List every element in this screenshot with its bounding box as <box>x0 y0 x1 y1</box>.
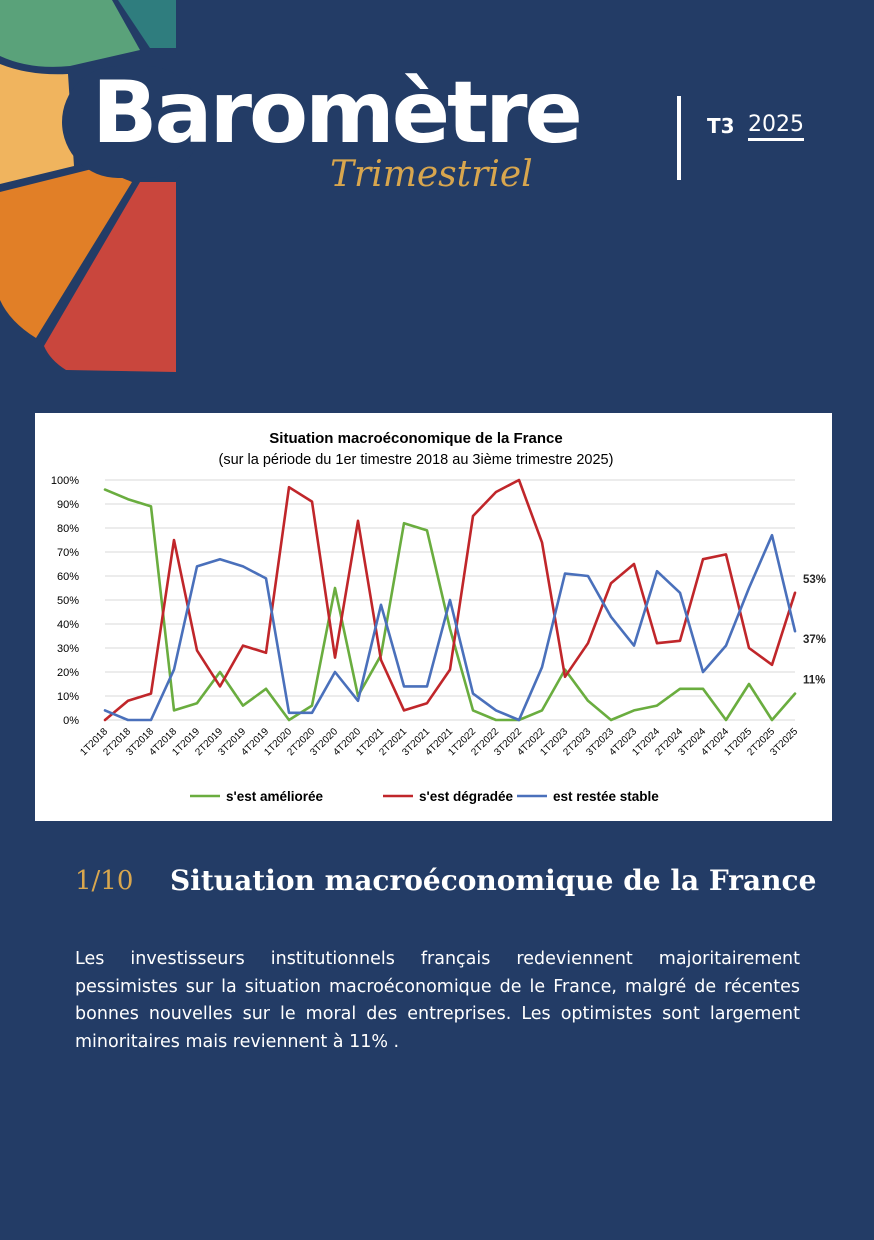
legend-label: s'est améliorée <box>226 789 324 804</box>
x-tick-label: 2T2024 <box>653 726 686 759</box>
x-tick-label: 1T2025 <box>722 726 755 759</box>
barometer-logo-decoration <box>0 0 200 380</box>
brand-subtitle: Trimestriel <box>330 154 533 195</box>
x-tick-label: 3T2024 <box>676 726 709 759</box>
x-tick-label: 1T2018 <box>78 726 111 759</box>
line-chart <box>35 413 832 821</box>
x-tick-label: 2T2025 <box>745 726 778 759</box>
y-tick-label: 20% <box>56 667 79 679</box>
x-tick-label: 1T2023 <box>538 726 571 759</box>
section-body: Les investisseurs institutionnels français redeviennent majoritairement pessimistes sur la situation macroéconomique de le France, malgré de récentes bonnes nouvelles sur le moral des entreprises. Les optimistes sont largement minoritaires mais reviennent à 11% . <box>75 949 800 1052</box>
x-tick-label: 2T2019 <box>193 726 226 759</box>
x-tick-label: 3T2020 <box>308 726 341 759</box>
x-tick-label: 2T2020 <box>285 726 318 759</box>
x-tick-label: 4T2019 <box>239 726 272 759</box>
section-title: Situation macroéconomique de la France <box>170 864 817 897</box>
x-tick-label: 3T2018 <box>124 726 157 759</box>
x-tick-label: 4T2018 <box>147 726 180 759</box>
chart-title: Situation macroéconomique de la France <box>269 430 563 447</box>
y-tick-label: 0% <box>63 715 79 727</box>
x-tick-label: 1T2019 <box>170 726 203 759</box>
y-tick-label: 30% <box>56 643 79 655</box>
x-tick-label: 4T2024 <box>699 726 732 759</box>
x-tick-label: 2T2018 <box>101 726 134 759</box>
x-tick-label: 3T2025 <box>768 726 801 759</box>
y-tick-label: 90% <box>56 499 79 511</box>
issue-year: 2025 <box>748 112 804 141</box>
y-tick-label: 50% <box>56 595 79 607</box>
brand-title: Baromètre <box>92 63 580 163</box>
header-divider <box>677 96 681 180</box>
chart-card <box>35 413 832 821</box>
legend-label: s'est dégradée <box>419 789 514 804</box>
x-tick-label: 1T2020 <box>262 726 295 759</box>
x-tick-label: 2T2022 <box>469 726 502 759</box>
series-end-label: 11% <box>803 674 826 687</box>
y-tick-label: 80% <box>56 523 79 535</box>
x-tick-label: 1T2022 <box>446 726 479 759</box>
y-tick-label: 60% <box>56 571 79 583</box>
x-tick-label: 3T2019 <box>216 726 249 759</box>
x-tick-label: 3T2023 <box>584 726 617 759</box>
y-tick-label: 100% <box>50 475 79 487</box>
x-tick-label: 1T2021 <box>354 726 387 759</box>
x-tick-label: 4T2023 <box>607 726 640 759</box>
section-number: 1/10 <box>75 866 134 896</box>
chart-subtitle: (sur la période du 1er timestre 2018 au 3ième trimestre 2025) <box>218 452 614 468</box>
x-tick-label: 3T2021 <box>400 726 433 759</box>
x-tick-label: 4T2020 <box>331 726 364 759</box>
x-tick-label: 4T2022 <box>515 726 548 759</box>
x-tick-label: 4T2021 <box>423 726 456 759</box>
logo-petal-green <box>0 0 140 67</box>
y-tick-label: 70% <box>56 547 79 559</box>
y-tick-label: 40% <box>56 619 79 631</box>
x-tick-label: 3T2022 <box>492 726 525 759</box>
x-tick-label: 1T2024 <box>630 726 663 759</box>
x-tick-label: 2T2023 <box>561 726 594 759</box>
issue-quarter: T3 <box>707 114 735 138</box>
legend-label: est restée stable <box>553 789 659 804</box>
series-end-label: 37% <box>803 634 827 647</box>
y-tick-label: 10% <box>56 691 79 703</box>
series-end-label: 53% <box>803 573 827 586</box>
x-tick-label: 2T2021 <box>377 726 410 759</box>
